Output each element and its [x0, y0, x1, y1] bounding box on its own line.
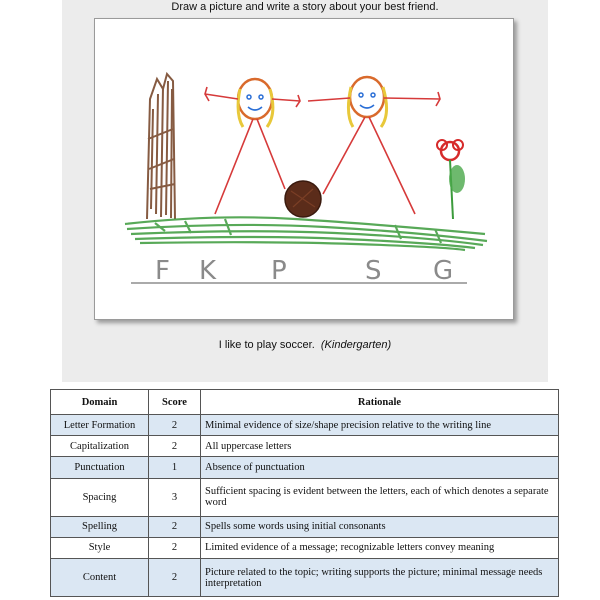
row-rationale: All uppercase letters: [201, 436, 559, 457]
flower: [437, 140, 465, 219]
table-row: [51, 457, 559, 478]
row-score: 3: [149, 478, 201, 516]
row-rationale: Picture related to the topic; writing supports the picture; minimal message needs interpretation: [201, 559, 559, 597]
row-rationale: Absence of punctuation: [201, 457, 559, 478]
child-drawing: [94, 18, 514, 320]
grass: [125, 217, 487, 250]
header-score: Score: [149, 390, 201, 415]
row-domain: Capitalization: [51, 436, 149, 457]
drawing-artwork: [95, 19, 513, 319]
table-header-row: [51, 390, 559, 415]
writing-prompt: Draw a picture and write a story about your best friend.: [171, 1, 439, 13]
row-rationale: Limited evidence of a message; recognizable letters convey meaning: [201, 537, 559, 558]
row-domain: Spacing: [51, 478, 149, 516]
soccer-ball: [285, 181, 321, 217]
drawing-caption: [62, 339, 548, 351]
header-rationale: Rationale: [201, 390, 559, 415]
child-letters: [155, 256, 453, 286]
row-score: 2: [149, 415, 201, 436]
scoring-rubric-table: [50, 389, 559, 597]
table-row: [51, 415, 559, 436]
row-domain: Punctuation: [51, 457, 149, 478]
caption-sentence: I like to play soccer.: [218, 339, 315, 351]
header-domain: Domain: [51, 390, 149, 415]
row-score: 2: [149, 436, 201, 457]
table-row: [51, 436, 559, 457]
row-rationale: Spells some words using initial consonants: [201, 516, 559, 537]
tree-trunk: [147, 74, 175, 219]
row-score: 2: [149, 516, 201, 537]
person-right: [308, 77, 440, 214]
table-row: [51, 516, 559, 537]
row-score: 1: [149, 457, 201, 478]
table-row: [51, 478, 559, 516]
row-domain: Spelling: [51, 516, 149, 537]
letter-g: G: [433, 256, 454, 286]
row-domain: Letter Formation: [51, 415, 149, 436]
row-domain: Content: [51, 559, 149, 597]
row-rationale: Sufficient spacing is evident between the letters, each of which denotes a separate word: [201, 478, 559, 516]
caption-grade: (Kindergarten): [320, 339, 392, 351]
letter-f: F: [155, 256, 170, 286]
letter-k: K: [199, 256, 217, 286]
table-row: [51, 537, 559, 558]
letter-p: P: [271, 256, 287, 286]
row-rationale: Minimal evidence of size/shape precision relative to the writing line: [201, 415, 559, 436]
row-score: 2: [149, 537, 201, 558]
table-row: [51, 559, 559, 597]
row-score: 2: [149, 559, 201, 597]
letter-s: S: [365, 256, 382, 286]
row-domain: Style: [51, 537, 149, 558]
